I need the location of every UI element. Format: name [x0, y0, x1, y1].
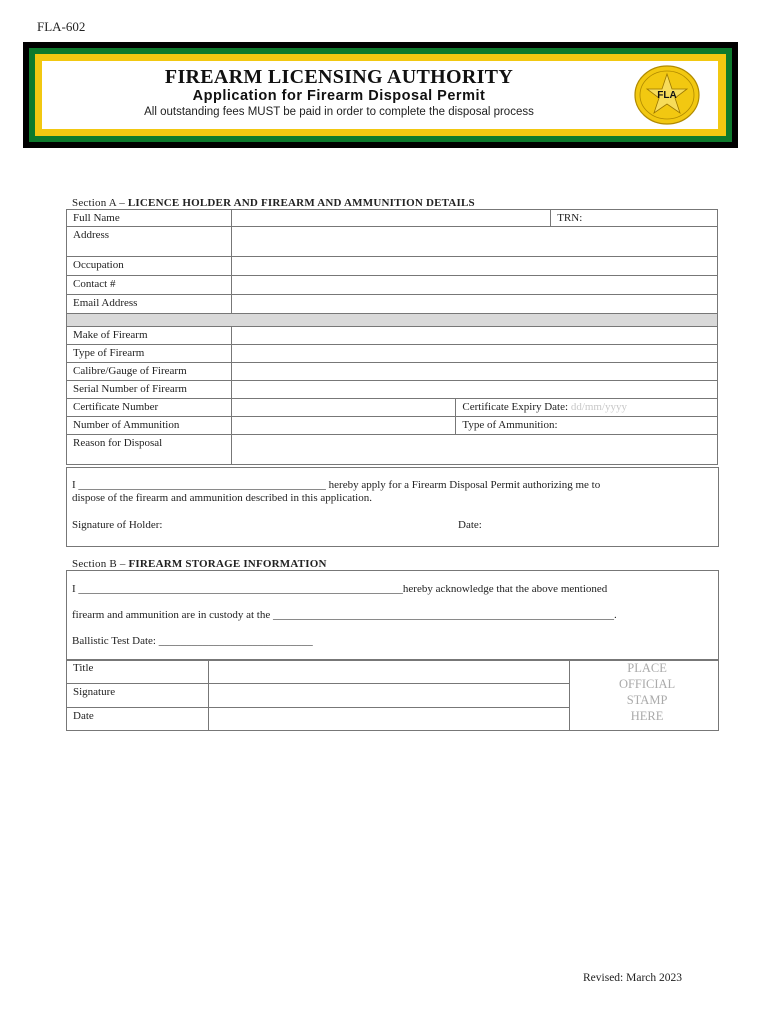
storage-line-3: Ballistic Test Date: ____________________________ — [72, 635, 313, 647]
seal-text: FLA — [657, 90, 677, 101]
certificate-number-field[interactable] — [231, 399, 456, 417]
grey-divider — [67, 314, 718, 327]
row-full-name — [67, 210, 718, 227]
make-field[interactable] — [231, 327, 717, 345]
section-b-heading: Section B – FIREARM STORAGE INFORMATION — [72, 558, 327, 570]
declaration-line-1: I _____________________________________________ hereby apply for a Firearm Disposal Permit authorizing me to — [72, 479, 601, 491]
section-a-table — [66, 209, 718, 465]
trn-field[interactable] — [551, 210, 718, 227]
num-ammo-field[interactable] — [231, 417, 456, 435]
label-trn: TRN: — [557, 212, 583, 224]
label-date: Date — [67, 708, 209, 731]
revised-date: Revised: March 2023 — [583, 972, 683, 984]
stamp-line-1: PLACE — [627, 661, 667, 675]
date-field[interactable] — [208, 708, 569, 731]
label-reason: Reason for Disposal — [67, 435, 232, 465]
serial-field[interactable] — [231, 381, 717, 399]
label-certificate-expiry: Certificate Expiry Date: — [462, 401, 569, 413]
label-type-ammo: Type of Ammunition: — [462, 419, 558, 431]
expiry-date-placeholder: dd/mm/yyyy — [570, 401, 628, 413]
label-serial: Serial Number of Firearm — [67, 381, 232, 399]
grey-divider-row — [67, 314, 718, 327]
occupation-field[interactable] — [231, 257, 717, 276]
official-stamp-area — [570, 660, 719, 731]
label-type: Type of Firearm — [67, 345, 232, 363]
title-field[interactable] — [208, 660, 569, 684]
label-signature-of-holder: Signature of Holder: — [72, 519, 163, 531]
certificate-expiry-field[interactable] — [456, 399, 718, 417]
storage-line-1: I ___________________________________________________________hereby acknowledge that the above mentioned — [72, 583, 608, 595]
declaration-line-2: dispose of the firearm and ammunition described in this application. — [72, 492, 372, 504]
form-code: FLA-602 — [37, 19, 86, 34]
full-name-field[interactable] — [231, 210, 550, 227]
type-field[interactable] — [231, 345, 717, 363]
label-occupation: Occupation — [67, 257, 232, 276]
form-subtitle: Application for Firearm Disposal Permit — [192, 88, 486, 104]
signature-field[interactable] — [208, 684, 569, 708]
label-signature: Signature — [67, 684, 209, 708]
authority-title: FIREARM LICENSING AUTHORITY — [164, 66, 514, 88]
fees-note: All outstanding fees MUST be paid in order to complete the disposal process — [144, 106, 534, 118]
contact-field[interactable] — [231, 276, 717, 295]
email-field[interactable] — [231, 295, 717, 314]
label-calibre: Calibre/Gauge of Firearm — [67, 363, 232, 381]
stamp-line-2: OFFICIAL — [618, 677, 676, 691]
label-certificate-number: Certificate Number — [67, 399, 232, 417]
storage-line-2: firearm and ammunition are in custody at the ______________________________________________________________. — [72, 609, 617, 621]
label-title: Title — [67, 660, 209, 684]
official-table — [66, 659, 719, 731]
stamp-line-3: STAMP — [626, 693, 668, 707]
label-num-ammo: Number of Ammunition — [67, 417, 232, 435]
fla-seal-logo — [634, 65, 700, 125]
label-declaration-date: Date: — [458, 519, 482, 531]
label-make: Make of Firearm — [67, 327, 232, 345]
label-email: Email Address — [67, 295, 232, 314]
label-contact: Contact # — [67, 276, 232, 295]
section-a-heading: Section A – LICENCE HOLDER AND FIREARM AND AMMUNITION DETAILS — [72, 197, 475, 209]
label-full-name: Full Name — [67, 210, 232, 227]
label-address: Address — [67, 227, 232, 257]
calibre-field[interactable] — [231, 363, 717, 381]
stamp-line-4: HERE — [630, 709, 664, 723]
type-ammo-field[interactable] — [456, 417, 718, 435]
reason-field[interactable] — [231, 435, 717, 465]
address-field[interactable] — [231, 227, 717, 257]
